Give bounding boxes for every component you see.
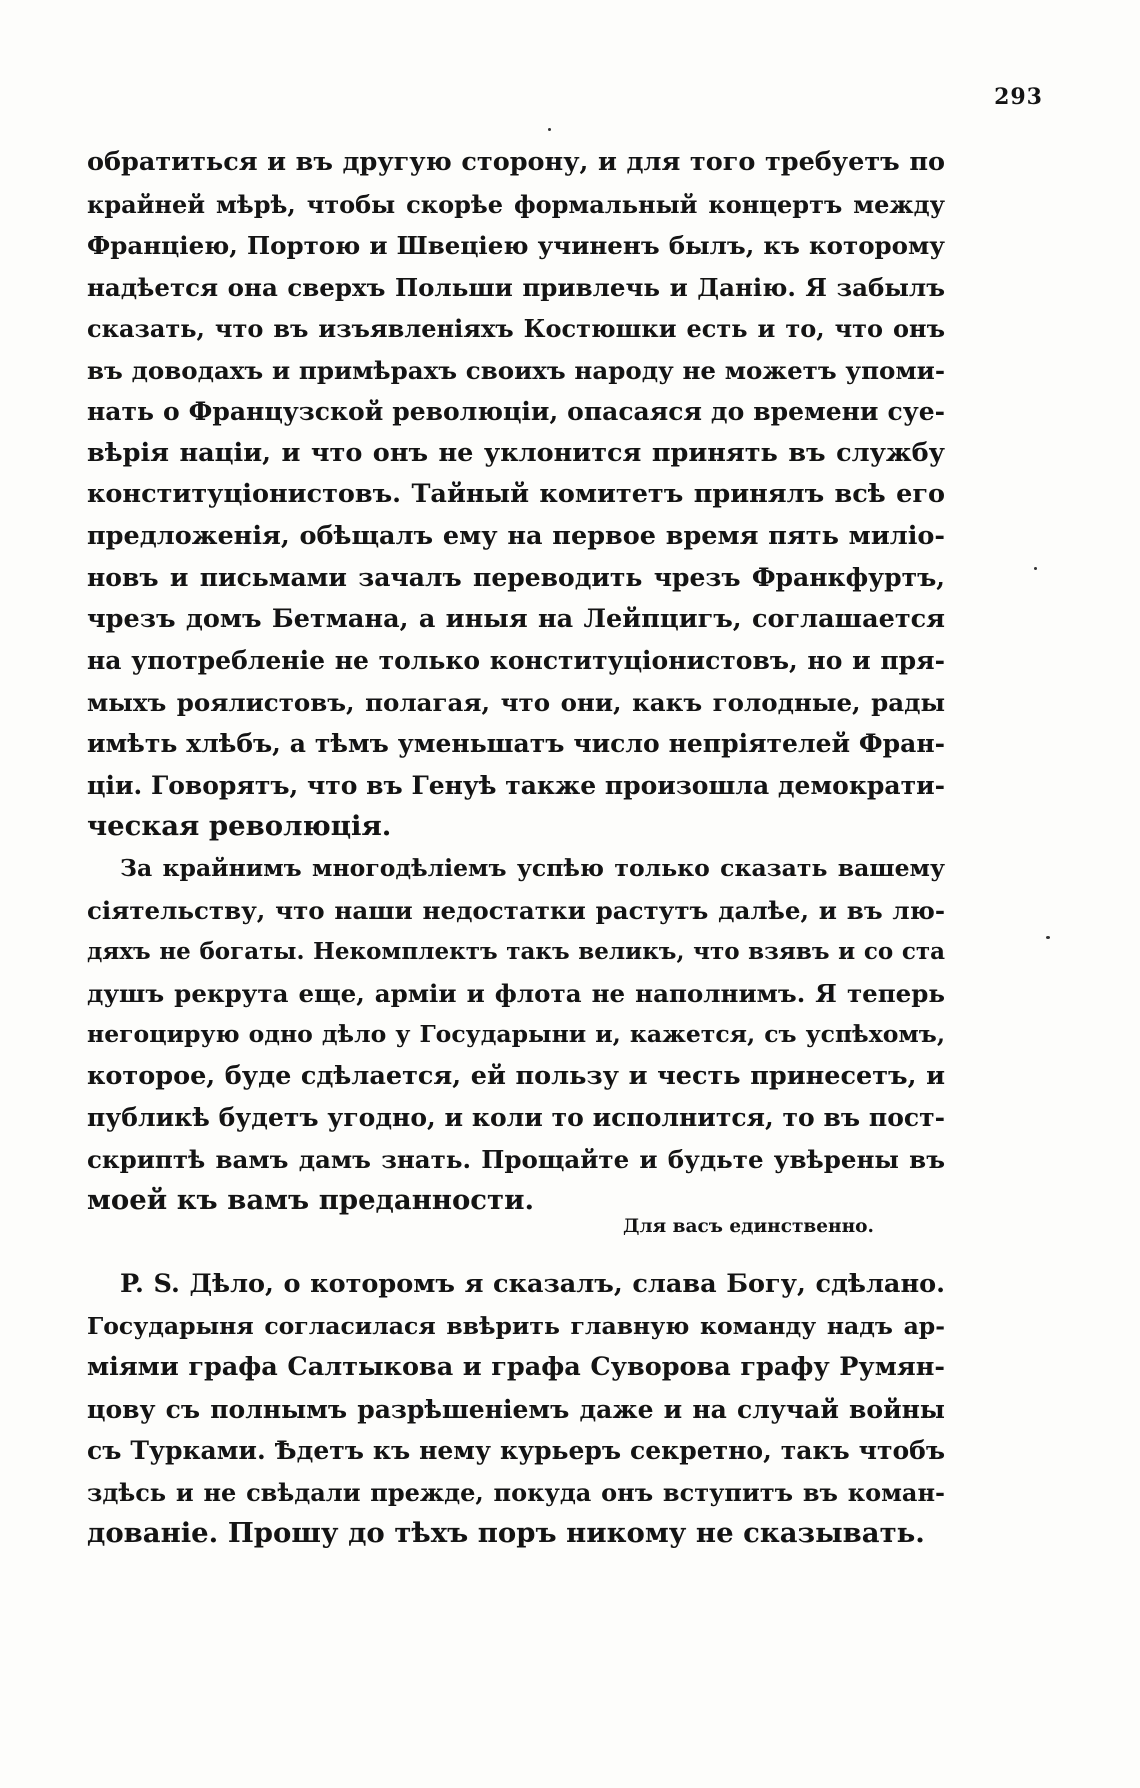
text-line: ческая революція. [87, 810, 392, 842]
text-line: скриптѣ вамъ дамъ знать. Прощайте и будьте увѣрены въ [87, 1144, 945, 1174]
scan-speck [1034, 567, 1037, 570]
text-line: здѣсь и не свѣдали прежде, покуда онъ вступитъ въ коман- [87, 1477, 945, 1507]
text-line: Франціею, Портою и Швеціею учиненъ былъ, къ которому [87, 231, 945, 260]
text-line: Государыня согласилася ввѣрить главную команду надъ ар- [87, 1311, 945, 1340]
text-line: съ Турками. Ѣдетъ къ нему курьеръ секретно, такъ чтобъ [87, 1436, 945, 1465]
page-number: 293 [994, 84, 1043, 110]
text-line: нать о Французской революціи, опасаяся до времени суе- [87, 397, 945, 426]
text-line: ціи. Говорятъ, что въ Генуѣ также произошла демократи- [87, 770, 945, 800]
text-line: цову съ полнымъ разрѣшеніемъ даже и на случай войны [87, 1394, 945, 1424]
text-line: вѣрія націи, и что онъ не уклонится принять въ службу [87, 437, 945, 468]
text-line: сіятельству, что наши недостатки растутъ далѣе, и въ лю- [87, 895, 945, 925]
text-line: публикѣ будетъ угодно, и коли то исполнится, то въ пост- [87, 1103, 945, 1132]
scan-speck [1046, 936, 1050, 939]
text-line: новъ и письмами зачалъ переводить чрезъ Франкфуртъ, [87, 563, 945, 592]
paragraph-letter-body [87, 142, 945, 848]
text-line: мыхъ роялистовъ, полагая, что они, какъ голодные, рады [87, 687, 945, 717]
paragraph-letter-closing [87, 848, 945, 1222]
text-line: надѣется она сверхъ Польши привлечь и Данію. Я забылъ [87, 272, 945, 302]
text-line: моей къ вамъ преданности. [87, 1184, 535, 1216]
text-line: негоцирую одно дѣло у Государыни и, кажется, съ успѣхомъ, [87, 1020, 945, 1048]
text-line: чрезъ домъ Бетмана, а иныя на Лейпцигъ, соглашается [87, 603, 945, 634]
text-line: имѣть хлѣбъ, а тѣмъ уменьшатъ число непріятелей Фран- [87, 729, 945, 758]
text-line: на употребленіе не только конституціонистовъ, но и пря- [87, 646, 945, 675]
text-line: міями графа Салтыкова и графа Суворова графу Румян- [87, 1352, 945, 1382]
paragraph-postscript [87, 1264, 945, 1555]
text-line: сказать, что въ изъявленіяхъ Костюшки есть и то, что онъ [87, 314, 945, 343]
text-line: дованіе. Прошу до тѣхъ поръ никому не сказывать. [87, 1517, 925, 1549]
text-line: крайней мѣрѣ, чтобы скорѣе формальный концертъ между [87, 189, 945, 219]
text-line: въ доводахъ и примѣрахъ своихъ народу не можетъ упоми- [87, 355, 945, 385]
text-line: За крайнимъ многодѣліемъ успѣю только сказать вашему [120, 854, 945, 882]
signature-note: Для васъ единственно. [623, 1216, 874, 1237]
scan-speck [548, 128, 551, 131]
text-line: обратиться и въ другую сторону, и для того требуетъ по [87, 147, 945, 177]
text-line: конституціонистовъ. Тайный комитетъ принялъ всѣ его [87, 479, 945, 509]
text-line: душъ рекрута еще, арміи и флота не наполнимъ. Я теперь [87, 978, 945, 1008]
text-line: дяхъ не богаты. Некомплектъ такъ великъ, что взявъ и со ста [87, 938, 945, 965]
text-line: P. S. Дѣло, о которомъ я сказалъ, слава Богу, сдѣлано. [120, 1269, 945, 1299]
text-line: которое, буде сдѣлается, ей пользу и честь принесетъ, и [87, 1060, 945, 1091]
text-line: предложенія, обѣщалъ ему на первое время пять миліо- [87, 520, 945, 551]
